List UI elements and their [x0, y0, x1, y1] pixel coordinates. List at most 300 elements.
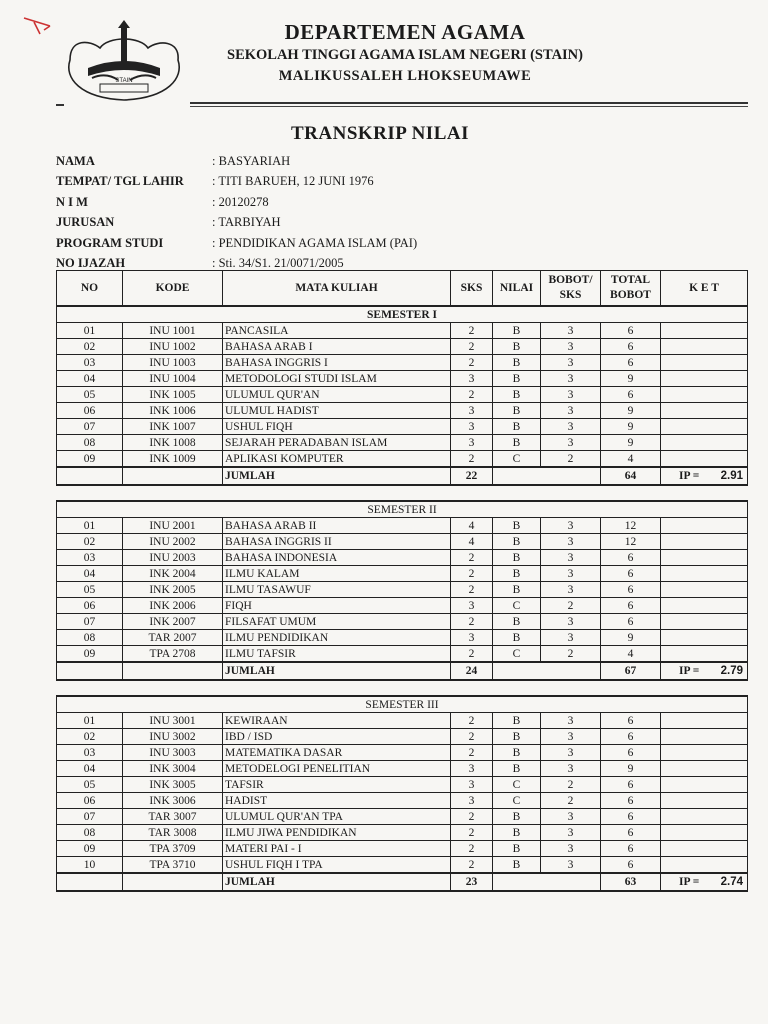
cell-ket [661, 825, 748, 841]
cell-total: 12 [601, 534, 661, 550]
cell-no: 06 [57, 598, 123, 614]
ip-wrap [663, 469, 745, 483]
cell-mata-kuliah: USHUL FIQH [223, 419, 451, 435]
cell-sks: 2 [451, 713, 493, 729]
cell-no: 02 [57, 534, 123, 550]
cell-total: 6 [601, 809, 661, 825]
cell-nilai: C [493, 646, 541, 663]
cell-kode: INK 3006 [123, 793, 223, 809]
cell-total: 6 [601, 825, 661, 841]
cell-kode: TPA 2708 [123, 646, 223, 663]
cell-nilai: B [493, 745, 541, 761]
cell-ket [661, 777, 748, 793]
cell-kode: INU 2001 [123, 518, 223, 534]
cell-bobot: 3 [541, 729, 601, 745]
cell-ket [661, 793, 748, 809]
col-header-ket: K E T [661, 271, 748, 307]
cell-no: 04 [57, 371, 123, 387]
cell-sks: 3 [451, 630, 493, 646]
cell-bobot: 2 [541, 793, 601, 809]
cell-nilai: B [493, 534, 541, 550]
cell-bobot: 3 [541, 435, 601, 451]
spacer-row [57, 680, 748, 696]
semester-header-row [57, 306, 748, 323]
cell-kode: INU 1003 [123, 355, 223, 371]
cell-nilai: B [493, 582, 541, 598]
table-row [57, 857, 748, 874]
cell-nilai: B [493, 566, 541, 582]
cell-sks: 3 [451, 777, 493, 793]
jumlah-label: JUMLAH [223, 873, 451, 891]
semester-title: SEMESTER III [57, 696, 748, 713]
table-row [57, 582, 748, 598]
cell-ket [661, 419, 748, 435]
cell-nilai: B [493, 729, 541, 745]
cell-sks: 2 [451, 323, 493, 339]
table-row [57, 323, 748, 339]
table-row [57, 646, 748, 663]
cell-no: 03 [57, 745, 123, 761]
cell-no: 08 [57, 825, 123, 841]
cell-total: 9 [601, 403, 661, 419]
cell-ket [661, 371, 748, 387]
col-header-sks: SKS [451, 271, 493, 307]
cell-ket [661, 761, 748, 777]
info-value: : PENDIDIKAN AGAMA ISLAM (PAI) [212, 236, 417, 251]
info-label: NO IJAZAH [56, 256, 126, 271]
cell-bobot: 2 [541, 646, 601, 663]
cell-bobot: 3 [541, 518, 601, 534]
spacer-cell [57, 485, 748, 501]
bobot-line1: BOBOT/ [548, 274, 593, 286]
cell-sks: 2 [451, 745, 493, 761]
table-row [57, 729, 748, 745]
info-label: N I M [56, 194, 88, 209]
cell-bobot: 3 [541, 550, 601, 566]
jumlah-row [57, 662, 748, 680]
cell-kode: TPA 3710 [123, 857, 223, 874]
cell-nilai: C [493, 598, 541, 614]
cell-mata-kuliah: BAHASA INGGRIS I [223, 355, 451, 371]
cell-bobot: 3 [541, 387, 601, 403]
info-row-nama [56, 151, 746, 172]
ip-label: IP = [679, 876, 700, 888]
cell-kode: INU 1004 [123, 371, 223, 387]
cell-nilai: B [493, 403, 541, 419]
col-header-no: NO [57, 271, 123, 307]
info-label: JURUSAN [56, 215, 115, 230]
spacer-row [57, 485, 748, 501]
header-institution: SEKOLAH TINGGI AGAMA ISLAM NEGERI (STAIN) [227, 47, 583, 63]
cell-kode: INK 1005 [123, 387, 223, 403]
cell-sks: 2 [451, 387, 493, 403]
table-row [57, 745, 748, 761]
cell-no: 07 [57, 809, 123, 825]
cell-mata-kuliah: BAHASA INDONESIA [223, 550, 451, 566]
cell-sks: 2 [451, 339, 493, 355]
cell-total: 6 [601, 355, 661, 371]
cell-mata-kuliah: USHUL FIQH I TPA [223, 857, 451, 874]
cell-sks: 2 [451, 809, 493, 825]
cell-no: 10 [57, 857, 123, 874]
cell-kode: INU 3002 [123, 729, 223, 745]
cell-nilai: B [493, 371, 541, 387]
jumlah-sks: 24 [451, 662, 493, 680]
cell-no: 04 [57, 566, 123, 582]
cell-bobot: 3 [541, 761, 601, 777]
cell-kode: TAR 3007 [123, 809, 223, 825]
table-row [57, 550, 748, 566]
cell-no: 09 [57, 646, 123, 663]
cell-no: 07 [57, 614, 123, 630]
cell-total: 6 [601, 729, 661, 745]
table-row [57, 630, 748, 646]
cell-nilai: B [493, 518, 541, 534]
cell-kode: INK 1008 [123, 435, 223, 451]
semester-header-row [57, 501, 748, 518]
cell-kode: INK 1006 [123, 403, 223, 419]
table-row [57, 825, 748, 841]
cell-bobot: 3 [541, 713, 601, 729]
table-row [57, 355, 748, 371]
header-rule-thin [190, 106, 748, 107]
cell-sks: 2 [451, 857, 493, 874]
cell-total: 6 [601, 550, 661, 566]
info-label: NAMA [56, 153, 95, 168]
table-row [57, 419, 748, 435]
cell-no: 06 [57, 793, 123, 809]
jumlah-total: 67 [601, 662, 661, 680]
cell-ket [661, 566, 748, 582]
cell-ket [661, 598, 748, 614]
jumlah-row [57, 467, 748, 485]
pen-mark-icon [20, 12, 64, 38]
cell-bobot: 3 [541, 745, 601, 761]
col-header-total [601, 271, 661, 307]
cell-ket [661, 841, 748, 857]
cell-kode: TPA 3709 [123, 841, 223, 857]
table-row [57, 387, 748, 403]
cell-no: 03 [57, 355, 123, 371]
cell-nilai: B [493, 387, 541, 403]
cell-bobot: 3 [541, 614, 601, 630]
cell-sks: 2 [451, 451, 493, 468]
cell-no: 08 [57, 630, 123, 646]
cell-ket [661, 857, 748, 874]
cell-total: 9 [601, 435, 661, 451]
cell-bobot: 3 [541, 534, 601, 550]
cell-kode: INK 3004 [123, 761, 223, 777]
cell-no: 01 [57, 713, 123, 729]
info-label: TEMPAT/ TGL LAHIR [56, 174, 184, 189]
info-row-nim [56, 192, 746, 213]
cell-sks: 2 [451, 566, 493, 582]
cell-ket [661, 387, 748, 403]
cell-sks: 3 [451, 598, 493, 614]
cell-total: 4 [601, 646, 661, 663]
cell-ket [661, 713, 748, 729]
cell-ket [661, 550, 748, 566]
cell-mata-kuliah: ILMU PENDIDIKAN [223, 630, 451, 646]
cell-kode: INK 2007 [123, 614, 223, 630]
cell-kode: TAR 3008 [123, 825, 223, 841]
cell-nilai: B [493, 761, 541, 777]
info-value: : 20120278 [212, 195, 269, 210]
cell-mata-kuliah: ILMU KALAM [223, 566, 451, 582]
cell-sks: 3 [451, 793, 493, 809]
cell-no: 02 [57, 339, 123, 355]
cell-kode: INU 1001 [123, 323, 223, 339]
cell-no: 04 [57, 761, 123, 777]
cell-empty [493, 662, 601, 680]
student-info [56, 151, 746, 274]
info-row-jurusan [56, 213, 746, 234]
table-row [57, 614, 748, 630]
document-title: TRANSKRIP NILAI [290, 123, 469, 144]
cell-nilai: B [493, 550, 541, 566]
ip-wrap [663, 875, 745, 889]
cell-mata-kuliah: ILMU TASAWUF [223, 582, 451, 598]
cell-mata-kuliah: ULUMUL QUR'AN TPA [223, 809, 451, 825]
cell-ket [661, 518, 748, 534]
cell-ket [661, 339, 748, 355]
cell-empty [57, 873, 123, 891]
cell-total: 6 [601, 713, 661, 729]
table-row [57, 566, 748, 582]
cell-sks: 4 [451, 518, 493, 534]
cell-no: 06 [57, 403, 123, 419]
cell-mata-kuliah: ULUMUL QUR'AN [223, 387, 451, 403]
cell-mata-kuliah: BAHASA ARAB II [223, 518, 451, 534]
cell-ket [661, 745, 748, 761]
grades-table [56, 270, 748, 892]
jumlah-sks: 22 [451, 467, 493, 485]
cell-ket [661, 403, 748, 419]
cell-bobot: 3 [541, 566, 601, 582]
cell-nilai: C [493, 451, 541, 468]
cell-sks: 2 [451, 646, 493, 663]
header-rule [190, 102, 748, 104]
table-row [57, 713, 748, 729]
spacer-cell [57, 680, 748, 696]
cell-empty [57, 662, 123, 680]
cell-mata-kuliah: APLIKASI KOMPUTER [223, 451, 451, 468]
cell-nilai: B [493, 614, 541, 630]
cell-sks: 2 [451, 355, 493, 371]
cell-mata-kuliah: BAHASA INGGRIS II [223, 534, 451, 550]
cell-total: 9 [601, 761, 661, 777]
cell-bobot: 3 [541, 403, 601, 419]
cell-empty [123, 662, 223, 680]
cell-kode: TAR 2007 [123, 630, 223, 646]
table-row [57, 339, 748, 355]
table-row [57, 518, 748, 534]
logo-lettering: STAIN [115, 78, 133, 84]
cell-sks: 3 [451, 403, 493, 419]
cell-mata-kuliah: METODOLOGI STUDI ISLAM [223, 371, 451, 387]
cell-sks: 3 [451, 435, 493, 451]
cell-total: 6 [601, 793, 661, 809]
cell-kode: INU 3003 [123, 745, 223, 761]
cell-bobot: 3 [541, 841, 601, 857]
cell-sks: 2 [451, 841, 493, 857]
cell-empty [493, 467, 601, 485]
cell-kode: INU 3001 [123, 713, 223, 729]
col-header-bobot [541, 271, 601, 307]
cell-mata-kuliah: ULUMUL HADIST [223, 403, 451, 419]
cell-kode: INK 1007 [123, 419, 223, 435]
cell-bobot: 3 [541, 339, 601, 355]
cell-no: 01 [57, 323, 123, 339]
cell-mata-kuliah: ILMU TAFSIR [223, 646, 451, 663]
cell-nilai: B [493, 435, 541, 451]
cell-total: 6 [601, 841, 661, 857]
ip-cell [661, 873, 748, 891]
cell-mata-kuliah: PANCASILA [223, 323, 451, 339]
ip-value: 2.91 [720, 470, 743, 482]
cell-bobot: 3 [541, 582, 601, 598]
jumlah-label: JUMLAH [223, 662, 451, 680]
semester-title: SEMESTER I [57, 306, 748, 323]
info-label: PROGRAM STUDI [56, 235, 164, 250]
ip-cell [661, 467, 748, 485]
info-value: : TITI BARUEH, 12 JUNI 1976 [212, 174, 374, 189]
info-row-birth [56, 172, 746, 193]
cell-no: 03 [57, 550, 123, 566]
table-row [57, 371, 748, 387]
cell-sks: 2 [451, 825, 493, 841]
cell-total: 6 [601, 582, 661, 598]
cell-total: 6 [601, 745, 661, 761]
cell-nilai: B [493, 323, 541, 339]
cell-ket [661, 534, 748, 550]
cell-nilai: B [493, 825, 541, 841]
cell-sks: 3 [451, 419, 493, 435]
cell-total: 6 [601, 598, 661, 614]
table-header-row [57, 271, 748, 307]
table-row [57, 777, 748, 793]
info-value: : TARBIYAH [212, 215, 281, 230]
ip-cell [661, 662, 748, 680]
cell-sks: 2 [451, 614, 493, 630]
cell-total: 6 [601, 857, 661, 874]
cell-empty [123, 467, 223, 485]
total-line1: TOTAL [610, 274, 651, 286]
header-title: DEPARTEMEN AGAMA [284, 20, 526, 44]
cell-ket [661, 809, 748, 825]
cell-kode: INK 1009 [123, 451, 223, 468]
jumlah-total: 63 [601, 873, 661, 891]
info-value: : BASYARIAH [212, 154, 290, 169]
cell-bobot: 3 [541, 809, 601, 825]
cell-sks: 3 [451, 761, 493, 777]
table-row [57, 793, 748, 809]
cell-sks: 3 [451, 371, 493, 387]
cell-empty [123, 873, 223, 891]
table-row [57, 809, 748, 825]
cell-ket [661, 729, 748, 745]
cell-ket [661, 435, 748, 451]
cell-total: 9 [601, 371, 661, 387]
ip-value: 2.74 [720, 876, 743, 888]
cell-ket [661, 614, 748, 630]
bobot-line2: SKS [559, 289, 582, 301]
stain-logo-icon [60, 18, 188, 104]
cell-bobot: 2 [541, 451, 601, 468]
cell-bobot: 2 [541, 598, 601, 614]
cell-mata-kuliah: BAHASA ARAB I [223, 339, 451, 355]
cell-mata-kuliah: ILMU JIWA PENDIDIKAN [223, 825, 451, 841]
cell-kode: INK 3005 [123, 777, 223, 793]
cell-nilai: C [493, 793, 541, 809]
cell-bobot: 3 [541, 419, 601, 435]
header-rule-short [56, 104, 64, 106]
semester-title: SEMESTER II [57, 501, 748, 518]
cell-kode: INK 2004 [123, 566, 223, 582]
cell-mata-kuliah: FILSAFAT UMUM [223, 614, 451, 630]
table-row [57, 841, 748, 857]
cell-bobot: 3 [541, 371, 601, 387]
cell-mata-kuliah: METODELOGI PENELITIAN [223, 761, 451, 777]
cell-total: 6 [601, 777, 661, 793]
cell-no: 08 [57, 435, 123, 451]
cell-kode: INU 2002 [123, 534, 223, 550]
ip-label: IP = [679, 470, 700, 482]
total-line2: BOBOT [610, 289, 651, 301]
cell-total: 9 [601, 419, 661, 435]
cell-no: 02 [57, 729, 123, 745]
cell-mata-kuliah: SEJARAH PERADABAN ISLAM [223, 435, 451, 451]
cell-empty [493, 873, 601, 891]
cell-nilai: B [493, 809, 541, 825]
cell-bobot: 3 [541, 323, 601, 339]
cell-total: 6 [601, 614, 661, 630]
cell-sks: 2 [451, 550, 493, 566]
cell-nilai: B [493, 841, 541, 857]
cell-kode: INK 2005 [123, 582, 223, 598]
cell-nilai: B [493, 355, 541, 371]
cell-bobot: 3 [541, 857, 601, 874]
cell-bobot: 3 [541, 355, 601, 371]
info-value: : Sti. 34/S1. 21/0071/2005 [212, 256, 344, 271]
info-row-program [56, 233, 746, 254]
cell-kode: INK 2006 [123, 598, 223, 614]
cell-total: 6 [601, 323, 661, 339]
jumlah-label: JUMLAH [223, 467, 451, 485]
cell-kode: INU 1002 [123, 339, 223, 355]
jumlah-sks: 23 [451, 873, 493, 891]
cell-ket [661, 646, 748, 663]
col-header-mata-kuliah: MATA KULIAH [223, 271, 451, 307]
cell-ket [661, 582, 748, 598]
cell-nilai: B [493, 857, 541, 874]
semester-header-row [57, 696, 748, 713]
cell-sks: 2 [451, 582, 493, 598]
cell-sks: 2 [451, 729, 493, 745]
ip-value: 2.79 [720, 665, 743, 677]
cell-ket [661, 451, 748, 468]
cell-total: 4 [601, 451, 661, 468]
jumlah-total: 64 [601, 467, 661, 485]
cell-no: 05 [57, 777, 123, 793]
cell-mata-kuliah: HADIST [223, 793, 451, 809]
cell-bobot: 3 [541, 825, 601, 841]
cell-total: 6 [601, 566, 661, 582]
table-body [57, 306, 748, 891]
table-row [57, 534, 748, 550]
cell-bobot: 3 [541, 630, 601, 646]
cell-ket [661, 323, 748, 339]
